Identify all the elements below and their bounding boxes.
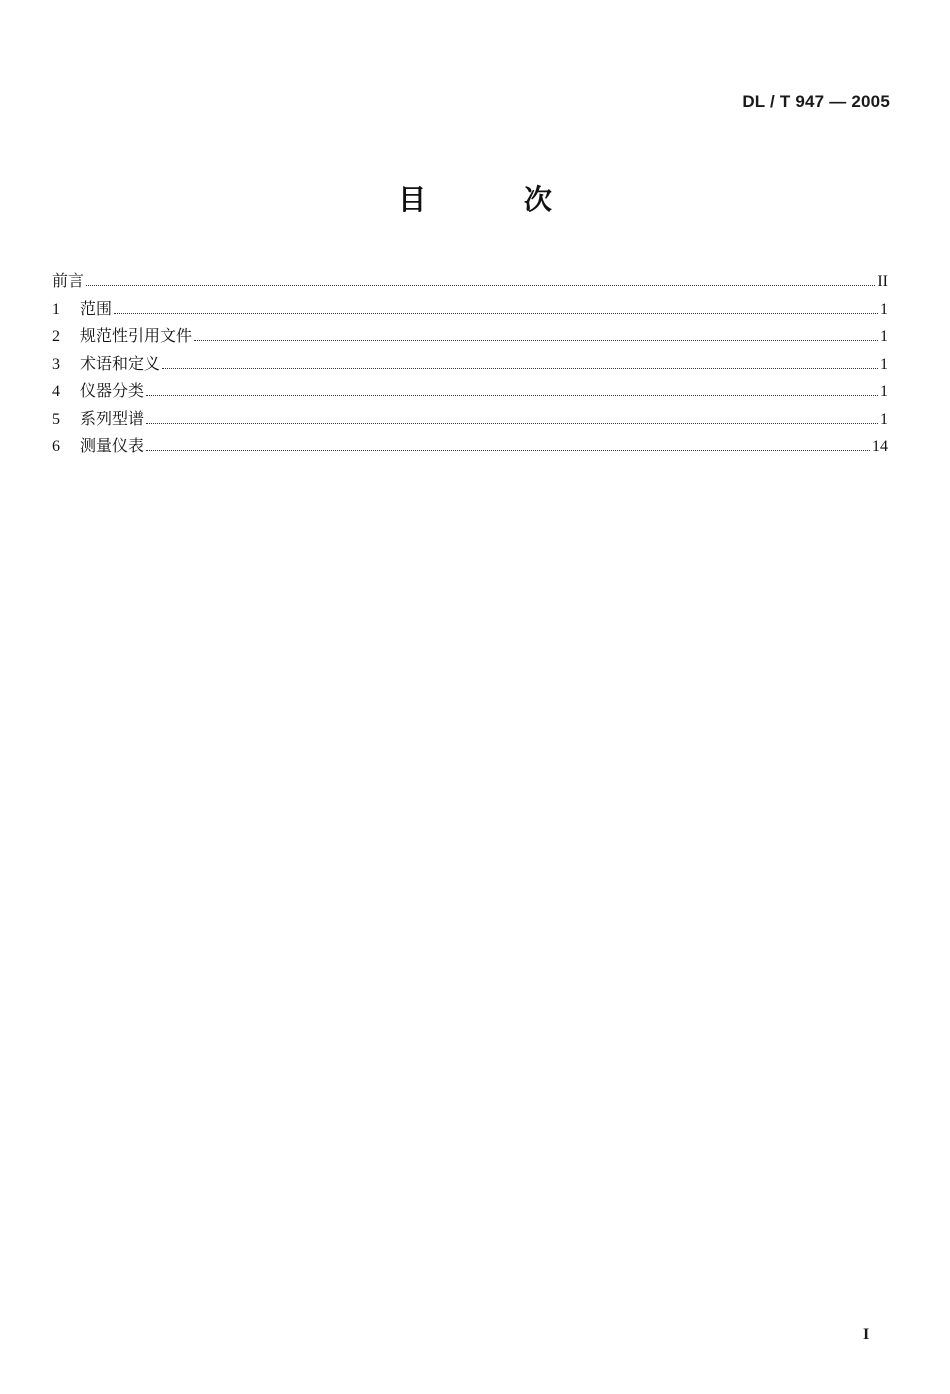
toc-entry-title: 测量仪表: [80, 436, 145, 455]
toc-entry-title: 前言: [52, 271, 85, 290]
toc-entry-terms-definitions[interactable]: [52, 350, 888, 378]
toc-entry-number: 3: [52, 355, 60, 373]
toc-leader-dots: [146, 449, 870, 451]
toc-leader-dots: [146, 394, 878, 396]
toc-entry-title: 系列型谱: [80, 408, 145, 428]
toc-leader-dots: [114, 312, 878, 314]
toc-entry-page: II: [877, 273, 888, 290]
toc-entry-number: 4: [52, 383, 60, 400]
toc-entry-number: 6: [52, 438, 60, 455]
toc-entry-scope[interactable]: [52, 295, 888, 323]
toc-leader-dots: [162, 367, 878, 369]
toc-entry-number: 1: [52, 300, 60, 318]
toc-entry-title: 术语和定义: [80, 353, 161, 373]
toc-entry-page: 1: [880, 328, 888, 345]
toc-entry-title: 仪器分类: [80, 381, 145, 400]
toc-entry-page: 14: [872, 438, 888, 455]
toc-entry-page: 1: [880, 383, 888, 400]
toc-entry-series-spectrum[interactable]: [52, 405, 888, 433]
toc-entry-instrument-classification[interactable]: [52, 377, 888, 405]
toc-entry-page: 1: [880, 410, 888, 428]
toc-leader-dots: [146, 422, 878, 424]
toc-leader-dots: [194, 339, 878, 341]
toc-entry-number: 2: [52, 328, 60, 345]
toc-leader-dots: [86, 284, 875, 286]
toc-entry-measuring-instruments[interactable]: [52, 432, 888, 460]
document-code: DL / T 947 — 2005: [742, 92, 890, 111]
page-number: I: [863, 1326, 870, 1343]
toc-entry-number: 5: [52, 410, 60, 428]
toc-entry-title: 规范性引用文件: [80, 326, 193, 345]
table-of-contents: [52, 267, 888, 460]
toc-entry-foreword[interactable]: [52, 267, 888, 295]
toc-entry-title: 范围: [80, 298, 113, 318]
toc-entry-page: 1: [880, 300, 888, 318]
page-title: 目 次: [398, 183, 596, 216]
toc-entry-page: 1: [880, 355, 888, 373]
toc-entry-normative-references[interactable]: [52, 322, 888, 350]
